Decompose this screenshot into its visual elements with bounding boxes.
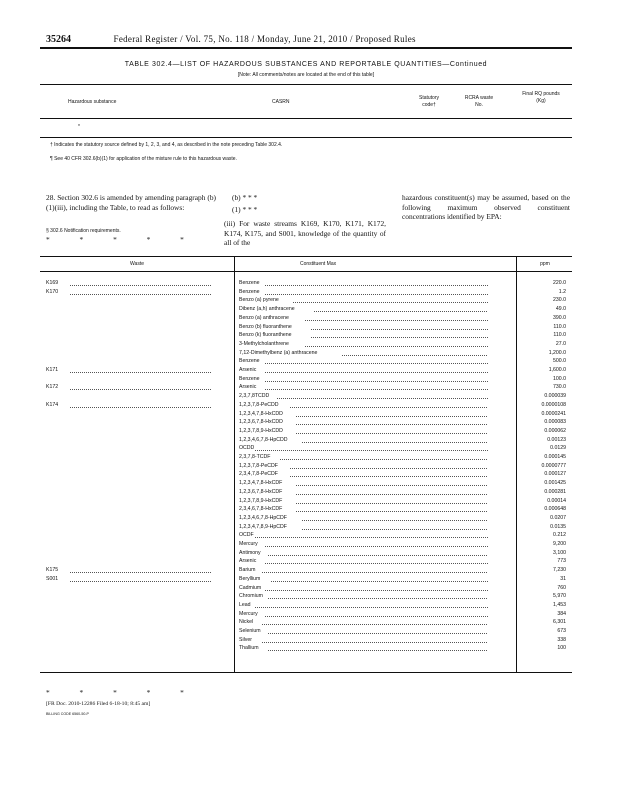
leader-dots <box>271 581 488 582</box>
left-stars: * * * * * <box>46 235 198 244</box>
leader-dots <box>305 320 488 321</box>
ppm-value: 673 <box>557 628 566 634</box>
ppm-value: 0.0207 <box>550 514 566 521</box>
waste-table-rule-top <box>40 256 572 257</box>
leader-dots <box>296 511 488 512</box>
ppm-value: 0.000281 <box>544 488 566 495</box>
leader-dots <box>302 529 488 530</box>
constituent-name: 7,12-Dimethylbenz (a) anthracene <box>239 349 318 356</box>
waste-code: K170 <box>46 288 59 295</box>
header-rule <box>40 47 572 49</box>
right-paragraph: hazardous constituent(s) may be assumed, based on the following maximum observed constituent concentrations identified by EPA: <box>402 193 570 222</box>
constituent-name: Dibenz (a,h) anthracene <box>239 306 295 313</box>
footnote-dagger: † Indicates the statutory source defined by 1, 2, 3, and 4, as described in the note preceding Table 302.4. <box>50 142 283 148</box>
leader-dots <box>268 598 488 599</box>
page-number: 35264 <box>46 34 71 45</box>
leader-dots <box>302 520 488 521</box>
constituent-name: Benzo (a) pyrene <box>239 297 279 304</box>
leader-dots <box>302 442 488 443</box>
ppm-value: 110.0 <box>553 323 566 330</box>
ppm-value: 0.00014 <box>547 497 566 504</box>
ppm-value: 5,970 <box>553 593 566 600</box>
waste-table-rule-header <box>40 271 572 272</box>
ppm-value: 0.0000108 <box>541 401 566 408</box>
amendment-paragraph: 28. Section 302.6 is amended by amending paragraph (b)(1)(iii), including the Table, to read as follows: <box>46 193 216 212</box>
leader-dots <box>311 329 488 330</box>
footnote-mixture: ¶ See 40 CFR 302.6(b)(1) for application of the mixture rule to this hazardous waste. <box>50 156 237 162</box>
ppm-value: 31 <box>560 575 566 582</box>
waste-code: K175 <box>46 567 59 574</box>
leader-dots <box>255 607 488 608</box>
mid-line-b: (b) * * * <box>232 193 258 202</box>
constituent-name: Arsenic <box>239 367 257 373</box>
constituent-name: OCDF <box>239 532 254 539</box>
waste-code: K169 <box>46 280 59 286</box>
constituent-name: Benzo (b) fluoranthene <box>239 323 292 330</box>
leader-dots <box>296 416 488 417</box>
leader-dots <box>296 433 488 434</box>
constituent-name: 1,2,3,7,8,9-HxCDD <box>239 427 283 434</box>
leader-dots <box>290 476 489 477</box>
fr-doc-line: [FR Doc. 2010-12286 Filed 6-18-10; 8:45 am] <box>46 701 151 707</box>
ppm-value: 1,600.0 <box>548 367 566 373</box>
leader-dots <box>268 633 488 634</box>
journal-line: Federal Register / Vol. 75, No. 118 / Monday, June 21, 2010 / Proposed Rules <box>113 34 416 44</box>
constituent-name: 2,3,7,8-TCDF <box>239 454 271 460</box>
ppm-value: 230.0 <box>553 297 566 304</box>
ppm-value: 0.0000241 <box>541 410 566 417</box>
leader-dots <box>265 285 488 286</box>
leader-dots <box>255 537 488 538</box>
constituent-name: Selenium <box>239 628 261 634</box>
page-header <box>46 34 566 45</box>
leader-dots <box>277 398 488 399</box>
leader-dots <box>268 555 488 556</box>
leader-dots <box>342 355 488 356</box>
constituent-name: Antimony <box>239 549 261 556</box>
ppm-value: 1,200.0 <box>548 349 566 356</box>
ppm-value: 760 <box>557 584 566 591</box>
waste-leader-dots <box>70 581 212 582</box>
dash-row-star: * <box>78 124 80 130</box>
constituent-name: Silver <box>239 636 252 643</box>
table-note: [Note: All comments/notes are located at the end of this table] <box>237 72 375 78</box>
constituent-header: Constituent Max <box>300 261 337 267</box>
leader-dots <box>265 363 488 364</box>
ppm-value: 390.0 <box>553 314 566 321</box>
ppm-value: 27.0 <box>555 340 566 347</box>
waste-header: Waste <box>130 261 144 267</box>
waste-leader-dots <box>70 389 212 390</box>
constituent-name: 1,2,3,4,7,8-HxCDF <box>239 480 283 487</box>
leader-dots <box>314 311 488 312</box>
constituent-name: Mercury <box>239 610 258 617</box>
leader-dots <box>280 459 488 460</box>
leader-dots <box>265 563 488 564</box>
ppm-value: 0.000083 <box>544 419 566 426</box>
leader-dots <box>262 572 488 573</box>
ppm-value: 0.0135 <box>550 523 566 530</box>
constituent-name: Cadmium <box>239 584 262 591</box>
leader-dots <box>265 616 488 617</box>
ppm-value: 0.000127 <box>544 471 566 478</box>
leader-dots <box>268 650 488 651</box>
constituent-name: Nickel <box>239 619 254 626</box>
table-rule-header <box>40 118 572 119</box>
leader-dots <box>265 381 488 382</box>
constituent-name: Barium <box>239 567 256 574</box>
ppm-value: 0.000062 <box>544 427 566 434</box>
ppm-header: ppm <box>540 261 550 267</box>
constituent-name: Arsenic <box>239 384 257 391</box>
leader-dots <box>296 494 488 495</box>
ppm-value: 49.0 <box>555 306 566 313</box>
leader-dots <box>290 407 489 408</box>
ppm-value: 1.2 <box>558 288 566 295</box>
ppm-value: 0.0000777 <box>541 462 566 469</box>
constituent-name: 2,3,4,7,8-PeCDF <box>239 471 278 478</box>
ppm-value: 0.00123 <box>547 436 566 443</box>
constituent-name: Arsenic <box>239 558 257 565</box>
constituent-name: Benzo (k) fluoranthene <box>239 332 292 339</box>
constituent-name: 1,2,3,4,7,8,9-HpCDF <box>239 523 287 530</box>
waste-leader-dots <box>70 572 212 573</box>
ppm-value: 384 <box>557 610 566 617</box>
ppm-value: 7,230 <box>553 567 566 574</box>
table-title: TABLE 302.4—LIST OF HAZARDOUS SUBSTANCES AND REPORTABLE QUANTITIES—Continued <box>124 61 488 68</box>
col-statutory-code: Statutory code† <box>418 95 439 108</box>
leader-dots <box>265 389 488 390</box>
ppm-value: 0.000039 <box>544 393 566 400</box>
leader-dots <box>262 624 488 625</box>
ppm-value: 338 <box>557 636 566 643</box>
waste-leader-dots <box>70 407 212 408</box>
constituent-name: Benzene <box>239 358 260 365</box>
waste-leader-dots <box>70 372 212 373</box>
waste-leader-dots <box>70 285 212 286</box>
constituent-name: Thallium <box>239 645 259 652</box>
leader-dots <box>296 503 488 504</box>
mid-paragraph: (iii) For waste streams K169, K170, K171, K172, K174, K175, and S001, knowledge of the quantity of all of the <box>224 219 386 248</box>
ppm-col-divider <box>516 256 517 672</box>
section-heading: § 302.6 Notification requirements. <box>46 228 121 234</box>
ppm-value: 500.0 <box>553 358 566 365</box>
constituent-name: Chromium <box>239 593 263 600</box>
ppm-value: 0.001425 <box>544 480 566 487</box>
constituent-name: 1,2,3,4,7,8-HxCDD <box>239 410 283 417</box>
constituent-name: 2,3,4,6,7,8-HxCDF <box>239 506 283 513</box>
constituent-name: 1,2,3,7,8,9-HxCDF <box>239 497 283 504</box>
constituent-name: 2,3,7,8TCDD <box>239 393 270 400</box>
ppm-value: 9,200 <box>553 541 566 547</box>
leader-dots <box>305 346 488 347</box>
ppm-value: 0.212 <box>553 532 566 539</box>
constituent-name: 1,2,3,4,6,7,8-HpCDF <box>239 514 287 521</box>
table-rule-body <box>40 137 572 138</box>
constituent-name: Benzo (a) anthracene <box>239 314 289 321</box>
ppm-value: 0.000648 <box>544 506 566 513</box>
col-rcra-waste: RCRA waste No. <box>464 95 494 108</box>
leader-dots <box>265 590 488 591</box>
waste-leader-dots <box>70 294 212 295</box>
ppm-value: 6,301 <box>553 619 566 626</box>
waste-code: K174 <box>46 401 59 408</box>
waste-col-divider <box>234 256 235 672</box>
leader-dots <box>262 642 488 643</box>
ppm-value: 1,453 <box>553 601 566 608</box>
constituent-name: 3-Methylcholanthrene <box>239 340 289 347</box>
col-casrn: CASRN <box>272 99 290 105</box>
constituent-name: Benzene <box>239 375 260 382</box>
col-hazardous-substance: Hazardous substance <box>68 99 117 105</box>
constituent-name: Mercury <box>239 541 258 547</box>
col-final-rq: Final RQ pounds (Kg) <box>522 91 560 104</box>
waste-code: S001 <box>46 575 59 582</box>
waste-code: K172 <box>46 384 59 391</box>
constituent-name: Benzene <box>239 280 260 286</box>
leader-dots <box>290 468 489 469</box>
bottom-stars: * * * * * <box>46 688 198 697</box>
constituent-name: 1,2,3,7,8-PeCDF <box>239 462 278 469</box>
ppm-value: 0.0129 <box>550 445 566 452</box>
leader-dots <box>265 294 488 295</box>
billing-code: BILLING CODE 6560-50-P <box>46 712 89 716</box>
constituent-name: Benzene <box>239 288 260 295</box>
leader-dots <box>265 546 488 547</box>
mid-line-1: (1) * * * <box>232 205 258 214</box>
leader-dots <box>296 485 488 486</box>
leader-dots <box>311 337 488 338</box>
ppm-value: 220.0 <box>553 280 566 286</box>
constituent-name: Lead <box>239 601 251 608</box>
constituent-name: 1,2,3,6,7,8-HxCDD <box>239 419 283 426</box>
waste-code: K171 <box>46 367 59 373</box>
leader-dots <box>265 372 488 373</box>
ppm-value: 0.000145 <box>544 454 566 460</box>
ppm-value: 773 <box>557 558 566 565</box>
table-rule-top <box>40 84 572 85</box>
leader-dots <box>293 302 488 303</box>
constituent-name: OCDD <box>239 445 255 452</box>
constituent-name: 1,2,3,6,7,8-HxCDF <box>239 488 283 495</box>
constituent-name: Beryllium <box>239 575 261 582</box>
ppm-value: 730.0 <box>553 384 566 391</box>
ppm-value: 100 <box>557 645 566 652</box>
ppm-value: 100.0 <box>553 375 566 382</box>
leader-dots <box>255 450 488 451</box>
ppm-value: 110.0 <box>553 332 566 339</box>
ppm-value: 3,100 <box>553 549 566 556</box>
leader-dots <box>296 424 488 425</box>
constituent-name: 1,2,3,7,8-PeCDD <box>239 401 279 408</box>
constituent-name: 1,2,3,4,6,7,8-HpCDD <box>239 436 288 443</box>
waste-table-rule-bottom <box>40 672 572 673</box>
